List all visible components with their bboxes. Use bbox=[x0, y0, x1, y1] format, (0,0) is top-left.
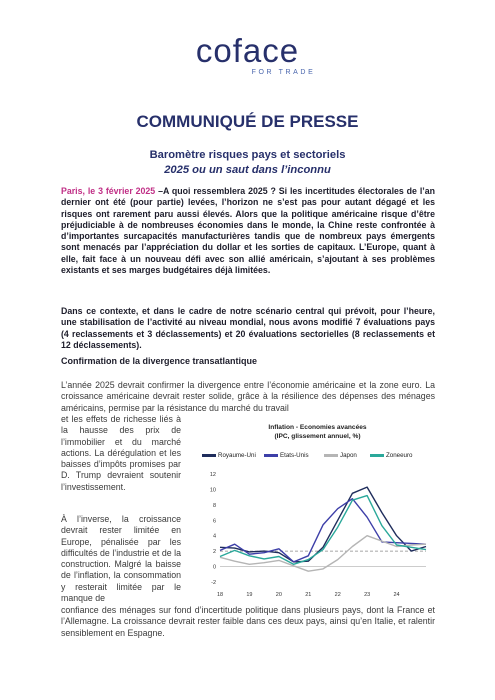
x-tick-label: 24 bbox=[393, 592, 400, 598]
x-tick-label: 23 bbox=[364, 592, 371, 598]
intro-paragraph bbox=[61, 186, 435, 276]
chart-title bbox=[200, 424, 435, 441]
legend-item-jp bbox=[324, 452, 357, 459]
x-tick-label: 18 bbox=[216, 592, 224, 598]
legend-label-ez: Zoneeuro bbox=[386, 452, 413, 459]
legend-label-us: Etats-Unis bbox=[280, 452, 309, 459]
y-tick-label: 0 bbox=[212, 564, 216, 571]
legend-swatch-ez bbox=[370, 454, 384, 457]
x-tick-label: 20 bbox=[275, 592, 282, 598]
x-tick-label: 22 bbox=[334, 592, 341, 598]
body-paragraph-bottom: confiance des ménages sur fond d’incertitude politique dans plusieurs pays, dont la France et l’Allemagne. La croissance devrait rester faible dans ces deux pays, ainsi qu’en Italie, et ralentir sensiblement en Espagne. bbox=[61, 605, 435, 638]
press-subtitle bbox=[0, 148, 495, 178]
subtitle-line-2: 2025 ou un saut dans l’inconnu bbox=[164, 164, 331, 176]
y-tick-label: 4 bbox=[212, 533, 216, 540]
legend-item-ez bbox=[370, 452, 413, 459]
context-paragraph: Dans ce contexte, et dans le cadre de notre scénario central qui prévoit, pour l’heure, une stabilisation de l’activité au niveau mondial, nous avons modifié 7 évaluations pays (4 reclassements et 3 déclassements) et 20 évaluations sectorielles (8 reclassements et 12 déclassements). bbox=[61, 306, 435, 350]
y-tick-label: -2 bbox=[211, 580, 216, 586]
body-paragraph-top: L’année 2025 devrait confirmer la divergence entre l’économie américaine et la zone euro. La croissance américaine devrait rester solide, grâce à la résilience des dépenses des ménages américains, permise par la résistance du marché du travail bbox=[61, 380, 435, 413]
legend-swatch-us bbox=[264, 454, 278, 457]
inflation-chart bbox=[200, 466, 435, 606]
section-heading: Confirmation de la divergence transatlantique bbox=[61, 356, 258, 366]
legend-label-jp: Japon bbox=[340, 452, 357, 459]
y-tick-label: 2 bbox=[212, 549, 216, 556]
y-tick-label: 10 bbox=[209, 487, 216, 494]
y-tick-label: 6 bbox=[212, 518, 216, 525]
chart-title-line-1: Inflation - Economies avancées bbox=[268, 424, 367, 431]
page-title: COMMUNIQUÉ DE PRESSE bbox=[136, 112, 359, 131]
coface-logo bbox=[0, 34, 495, 76]
y-tick-label: 12 bbox=[209, 472, 216, 478]
dateline: Paris, le 3 février 2025 bbox=[61, 186, 156, 196]
subtitle-line-1: Baromètre risques pays et sectoriels bbox=[149, 149, 346, 161]
chart-title-line-2: (IPC, glissement annuel, %) bbox=[274, 432, 361, 440]
body-paragraph-left-1: et les effets de richesse liés à la hausse des prix de l’immobilier et du marché actions. La dérégulation et les baisses d’impôts promises par D. Trump devraient soutenir l’investissement. bbox=[61, 414, 181, 492]
y-tick-label: 8 bbox=[212, 502, 216, 509]
legend-swatch-uk bbox=[202, 454, 216, 457]
logo-wordmark: coface bbox=[195, 32, 300, 69]
body-paragraph-left-2: À l’inverse, la croissance devrait rester limitée en Europe, pénalisée par les difficultés de l’industrie et de la construction. Malgré la baisse de l’inflation, la consommation y resterait limitée par le manque de bbox=[61, 514, 181, 604]
x-tick-label: 19 bbox=[246, 592, 253, 598]
legend-swatch-jp bbox=[324, 454, 338, 457]
legend-label-uk: Royaume-Uni bbox=[218, 452, 256, 459]
intro-text: –A quoi ressemblera 2025 ? Si les incertitudes électorales de l’an dernier ont été (pour partie) levées, l’horizon ne s’est pas pour autant dégagé et les risques ont rarement paru aussi élevés. Alors que la politique américaine risque d’être préjudiciable à de nombreuses économies dans le monde, la Chine reste confrontée à d’importantes surcapacités manufacturières tandis que de nombreux pays émergents sont menacés par l’appréciation du dollar et les sorties de capitaux. L’Europe, quant à elle, fait face à un nouveau défi avec son allié américain, s’ajoutant à ses problèmes existants et ses marges budgétaires déjà limitées. bbox=[61, 186, 435, 276]
legend-item-us bbox=[264, 452, 309, 459]
legend-item-uk bbox=[202, 452, 256, 459]
logo-tagline: FOR TRADE bbox=[251, 69, 316, 76]
x-tick-label: 21 bbox=[305, 592, 312, 598]
